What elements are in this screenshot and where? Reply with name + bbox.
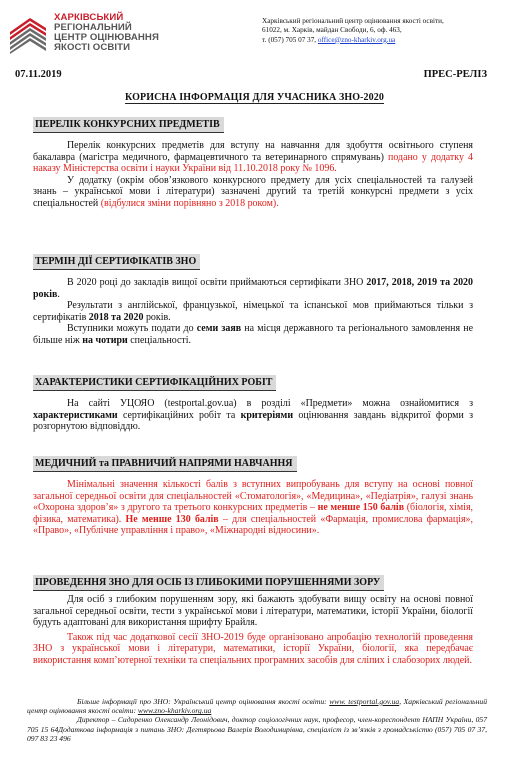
- text-run: Результати з англійської, французької, німецької та іспанської мов приймаються тільки з сертифікатів: [33, 300, 473, 323]
- text-run: (біологія, хімія, фізика, математика).: [33, 502, 473, 525]
- logo-line-4: ЯКОСТІ ОСВІТИ: [54, 42, 131, 53]
- section-certificate-validity: [33, 251, 473, 347]
- section-heading: ТЕРМІН ДІЇ СЕРТИФІКАТІВ ЗНО: [33, 254, 200, 270]
- text-run: Мінімальні значення кількості балів з вступних випробувань для вступу на основі повної загальної середньої освіти для спеціальностей «Стоматологія», «Медицина», «Педіатрія», галузі знань «Охорона здоров’я» з другого та третього конкурсних предметів –: [33, 479, 473, 514]
- text-run: В 2020 році до закладів вищої освіти приймаються сертифікати ЗНО: [67, 277, 367, 288]
- section-heading: МЕДИЧНИЙ та ПРАВНИЧИЙ НАПРЯМИ НАВЧАННЯ: [33, 456, 297, 472]
- logo-line-3: ЦЕНТР ОЦІНЮВАННЯ: [54, 32, 159, 43]
- section-visual-impairment: [33, 572, 473, 667]
- press-release-label: ПРЕС-РЕЛІЗ: [423, 69, 487, 80]
- paragraph: [33, 479, 473, 537]
- release-date: 07.11.2019: [15, 69, 62, 80]
- text-run: оцінювання завдань відкритої форми з розгорнутою відповіддю.: [33, 409, 473, 433]
- text-run-bold: характеристиками: [33, 409, 118, 421]
- text-run: спеціальності.: [127, 334, 192, 346]
- logo: [8, 14, 223, 56]
- logo-line-2: РЕГІОНАЛЬНИЙ: [54, 22, 132, 33]
- paragraph: [33, 398, 473, 433]
- section-heading: ХАРАКТЕРИСТИКИ СЕРТИФІКАЦІЙНИХ РОБІТ: [33, 375, 276, 391]
- paragraph: Також під час додаткової сесії ЗНО-2019 буде організовано апробацію технологій проведення ЗНО з української мови і літератури, математики, історії України, біології, яка передбачає використання комп’ютерної техніки та спеціальних програмних засобів для сліпих і слабозорих людей.: [33, 631, 473, 666]
- footer-text: Більше інформації про ЗНО: Український центр оцінювання якості освіти:: [77, 697, 330, 706]
- paragraph: [33, 277, 473, 300]
- text-run: на місця державного та регіонального замовлення не більше ніж: [33, 323, 474, 346]
- footer-text: , Харківський регіональний центр оцінювання якості освіти:: [27, 697, 487, 716]
- text-run-bold: не менше 150 балів: [317, 502, 405, 514]
- paragraph: [33, 300, 473, 323]
- page-title-text: КОРИСНА ІНФОРМАЦІЯ ДЛЯ УЧАСНИКА ЗНО-2020: [125, 92, 384, 103]
- text-run-bold: 2018 та 2020: [88, 311, 144, 323]
- page-title: [0, 92, 509, 103]
- text-run-bold: на чотири: [82, 334, 128, 346]
- contact-phone-email: [262, 36, 444, 45]
- footer-link-testportal[interactable]: www. testportal.gov.ua: [329, 697, 400, 706]
- logo-line-1: ХАРКІВСЬКИЙ: [54, 12, 124, 23]
- logo-icon: [8, 14, 50, 54]
- contact-block: [262, 17, 444, 45]
- contact-email-link[interactable]: office@zno-kharkiv.org.ua: [317, 35, 396, 44]
- text-run: .: [57, 288, 60, 300]
- text-run: – для спеціальностей «Фармація, промислова фармація», «Право», «Публічне управління і право», «Міжнародні відносини».: [33, 513, 473, 537]
- section-subjects: [33, 114, 473, 210]
- text-run-bold: критеріями: [240, 409, 294, 421]
- section-characteristics: [33, 372, 473, 433]
- section-heading: ПЕРЕЛІК КОНКУРСНИХ ПРЕДМЕТІВ: [33, 117, 224, 133]
- text-run-bold: семи заяв: [196, 323, 242, 335]
- paragraph: [33, 323, 473, 346]
- text-run: сертифікаційних робіт та: [117, 409, 241, 421]
- footer-info: [27, 697, 487, 715]
- paragraph: [33, 175, 473, 210]
- contact-phone: т. (057) 705 07 37,: [262, 35, 317, 44]
- paragraph: [33, 140, 473, 175]
- section-medical-law: [33, 453, 473, 537]
- footer-contacts: Директор – Сидоренко Олександр Леонідович, доктор соціологічних наук, професор, член-кореспондент НАПН України, 057 705 15 64Додаткова інформація з питань ЗНО: Дегтярьова Валерія Володимирівна, спеціаліст із зв’язків з громадськістю (057) 705 07 37, 097 83 23 496: [27, 715, 487, 743]
- text-run: років.: [143, 311, 171, 323]
- text-run: Вступники можуть подати до: [67, 323, 197, 335]
- section-heading: ПРОВЕДЕННЯ ЗНО ДЛЯ ОСІБ ІЗ ГЛИБОКИМИ ПОРУШЕННЯМИ ЗОРУ: [33, 575, 384, 591]
- footer: [27, 697, 487, 743]
- text-run-red: (відбулися зміни порівняно з 2018 роком).: [100, 197, 279, 209]
- footer-link-zno-kharkiv[interactable]: www.zno-kharkiv.org.ua: [137, 706, 212, 716]
- text-run-bold: 2017, 2018, 2019 та 2020 років: [33, 277, 473, 300]
- text-run: На сайті УЦОЯО (testportal.gov.ua) в розділі «Предмети» можна ознайомитися з: [67, 398, 473, 409]
- logo-text: [54, 13, 159, 53]
- text-run: Перелік конкурсних предметів для вступу на навчання для здобуття освітнього ступеня бакалавра (магістра медичного, фармацевтичного та ветеринарного спрямувань): [33, 140, 473, 163]
- text-run-bold: Не менше 130 балів: [125, 513, 219, 525]
- contact-address: 61022, м. Харків, майдан Свободи, 6, оф. 463,: [262, 26, 402, 35]
- text-run: У додатку (окрім обов’язкового конкурсного предмету для усіх спеціальностей та галузей знань – української мови і літератури) зазначені другий та третій конкурсні предмети з усіх спеціальностей: [33, 174, 473, 209]
- text-run-red: подано у додатку 4 наказу Міністерства освіти і науки України від 11.10.2018 року № 1096.: [33, 151, 473, 175]
- contact-org: Харківський регіональний центр оцінювання якості освіти,: [262, 17, 444, 25]
- paragraph: Для осіб з глибоким порушенням зору, які бажають здобувати вищу освіту на основі повної загальної середньої освіти, тести з української мови і літератури, математики, історії України, біології будуть адаптовані для використання шрифту Брайля.: [33, 594, 473, 629]
